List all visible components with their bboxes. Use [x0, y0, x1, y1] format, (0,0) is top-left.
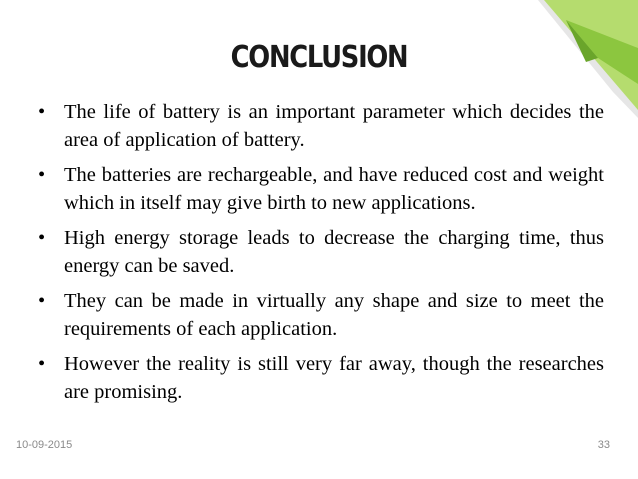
slide-title: CONCLUSION [230, 40, 408, 75]
bullet-text: The batteries are rechargeable, and have reduced cost and weight which in itself may give birth to new applications. [64, 164, 604, 214]
bullet-text: However the reality is still very far away, though the researches are promising. [64, 353, 604, 403]
bullet-text: High energy storage leads to decrease the charging time, thus energy can be saved. [64, 227, 604, 277]
bullet-item [38, 350, 604, 406]
bullet-dot-icon: • [38, 101, 46, 123]
bullet-dot-icon: • [38, 290, 46, 312]
bullet-item [38, 224, 604, 280]
footer-date: 10-09-2015 [16, 439, 73, 451]
bullet-item [38, 161, 604, 217]
bullet-item [38, 98, 604, 154]
bullet-dot-icon: • [38, 164, 46, 186]
bullet-text: The life of battery is an important parameter which decides the area of application of battery. [64, 101, 604, 151]
bullet-dot-icon: • [38, 227, 46, 249]
page-number: 33 [597, 439, 610, 451]
bullet-item [38, 287, 604, 343]
bullet-list [38, 98, 604, 413]
bullet-text: They can be made in virtually any shape and size to meet the requirements of each application. [64, 290, 604, 340]
bullet-dot-icon: • [38, 353, 46, 375]
